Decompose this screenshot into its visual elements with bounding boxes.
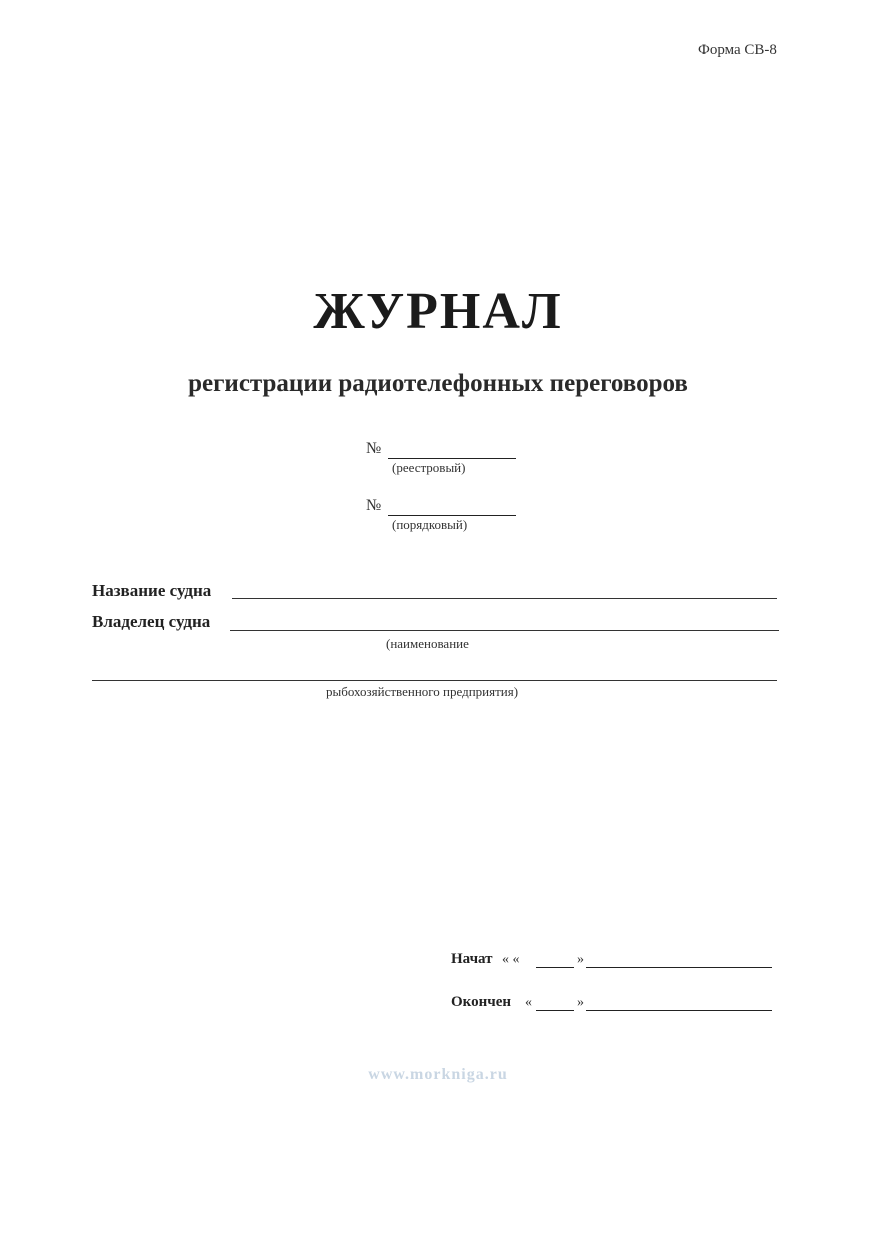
started-open-quote: « « xyxy=(502,952,520,967)
sequence-number-row xyxy=(366,497,388,515)
registry-number-line xyxy=(388,442,516,459)
owner-hint-name: (наименование xyxy=(386,636,469,651)
vessel-owner-label: Владелец судна xyxy=(92,612,211,631)
started-date-line xyxy=(586,954,772,968)
ended-date-line xyxy=(586,997,772,1011)
watermark: www.morkniga.ru xyxy=(368,1066,508,1083)
vessel-owner-line xyxy=(230,616,779,631)
ended-label: Окончен xyxy=(451,994,512,1010)
sequence-number-line xyxy=(388,499,516,516)
owner-hint-enterprise: рыбохозяйственного предприятия) xyxy=(326,684,519,699)
started-label: Начат xyxy=(451,951,493,967)
registry-number-row xyxy=(366,440,388,458)
page-subtitle: регистрации радиотелефонных переговоров xyxy=(188,370,688,397)
form-code: Форма СВ-8 xyxy=(698,42,777,58)
number-sign: № xyxy=(366,497,382,514)
started-day-line xyxy=(536,954,574,968)
registry-number-hint: (реестровый) xyxy=(392,460,466,475)
ended-open-quote: « xyxy=(525,995,532,1010)
page-title: ЖУРНАЛ xyxy=(313,283,563,340)
ended-close-quote: » xyxy=(577,995,584,1010)
started-close-quote: » xyxy=(577,952,584,967)
ended-day-line xyxy=(536,997,574,1011)
number-sign: № xyxy=(366,440,382,457)
sequence-number-hint: (порядковый) xyxy=(392,517,468,532)
owner-enterprise-line xyxy=(92,666,777,681)
vessel-name-label: Название судна xyxy=(92,581,212,600)
vessel-name-line xyxy=(232,584,777,599)
